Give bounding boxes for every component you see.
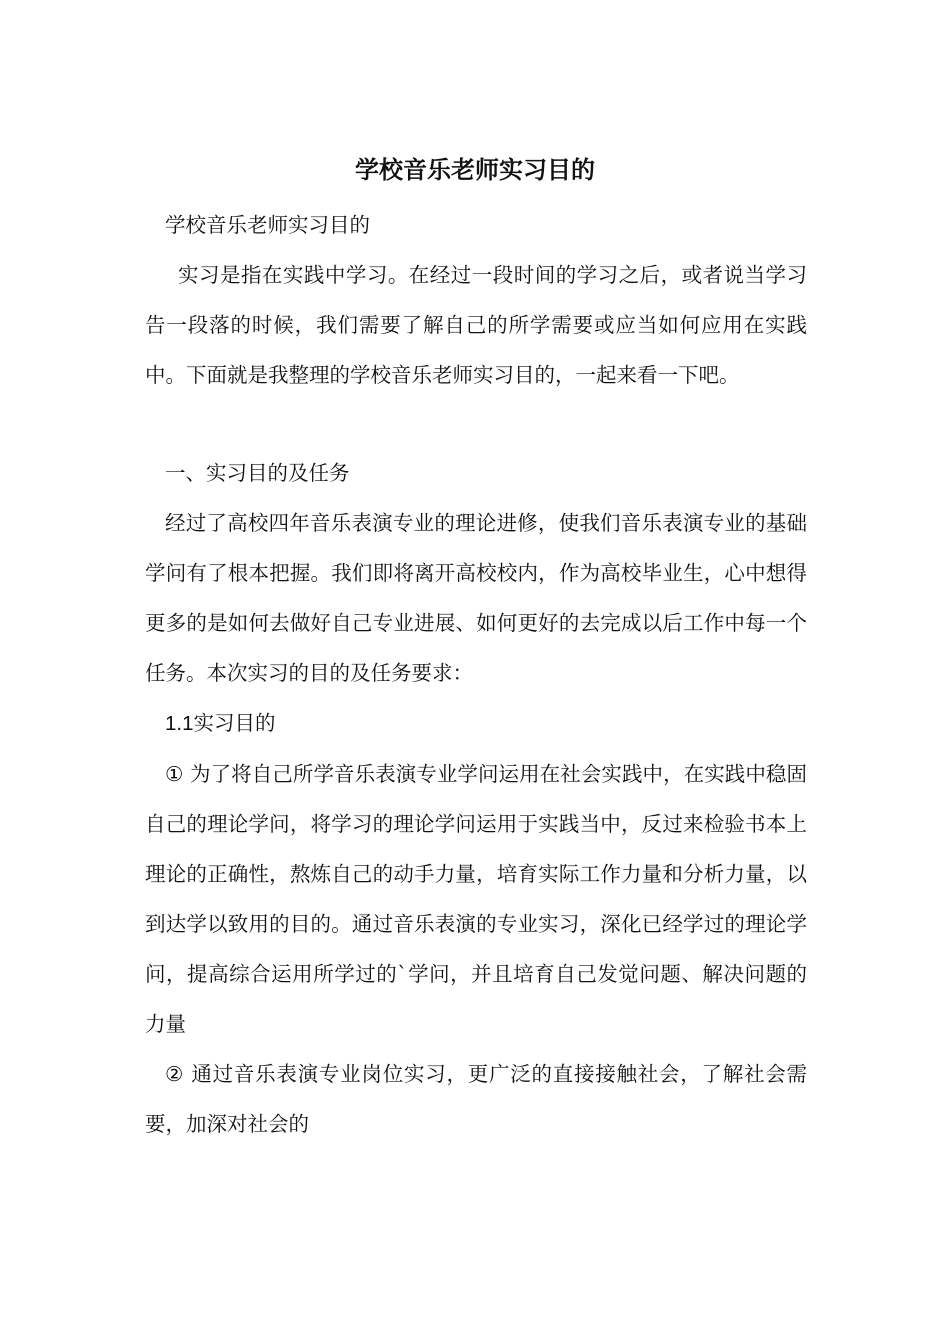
list-item-marker: ① (165, 762, 184, 786)
subsection-heading (145, 698, 807, 749)
document-body (145, 200, 807, 1149)
document-subtitle: 学校音乐老师实习目的 (165, 213, 370, 237)
list-item (145, 749, 807, 1049)
section-paragraph: 经过了高校四年音乐表演专业的理论进修，使我们音乐表演专业的基础学问有了根本把握。我们即将离开高校校内，作为高校毕业生，心中想得更多的是如何去做好自己专业进展、如何更好的去完成以后工作中每一个任务。本次实习的目的及任务要求： (145, 511, 807, 685)
section-heading: 一、实习目的及任务 (165, 461, 350, 485)
document-title: 学校音乐老师实习目的 (355, 156, 595, 184)
intro-paragraph: 实习是指在实践中学习。在经过一段时间的学习之后，或者说当学习告一段落的时候，我们需要了解自己的所学需要或应当如何应用在实践中。下面就是我整理的学校音乐老师实习目的，一起来看一下吧。 (145, 263, 807, 387)
list-item (145, 1049, 807, 1149)
list-item-text: 通过音乐表演专业岗位实习，更广泛的直接接触社会，了解社会需要，加深对社会的 (145, 1062, 807, 1136)
subsection-number: 1.1 (165, 712, 194, 735)
paragraph-spacer (145, 400, 807, 448)
list-item-marker: ② (165, 1062, 185, 1086)
subsection-label: 实习目的 (193, 711, 276, 735)
list-item-text: 为了将自己所学音乐表演专业学问运用在社会实践中，在实践中稳固自己的理论学问，将学习的理论学问运用于实践当中，反过来检验书本上理论的正确性，熬炼自己的动手力量，培育实际工作力量和分析力量，以到达学以致用的目的。通过音乐表演的专业实习，深化已经学过的理论学问，提高综合运用所学过的`学问，并且培育自己发觉问题、解决问题的力量 (145, 762, 807, 1036)
